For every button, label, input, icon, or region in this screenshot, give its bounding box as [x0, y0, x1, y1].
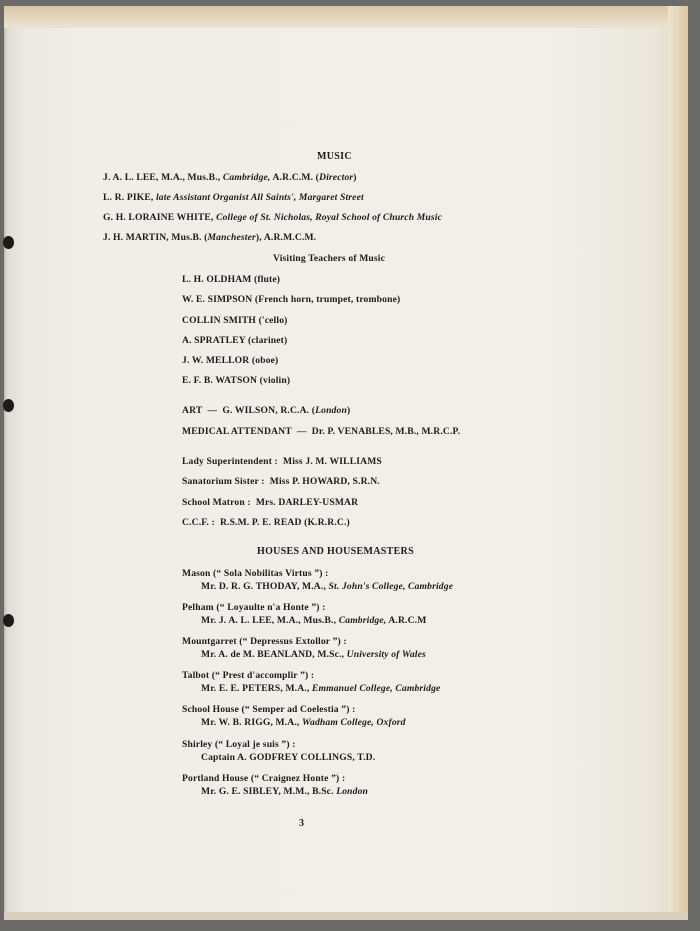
page-bottom-edge: [4, 912, 688, 920]
house-master: Mr. W. B. RIGG, M.A., Wadham College, Oxford: [201, 717, 406, 728]
house-name: Talbot (“ Prest d'accomplir ”) :: [182, 670, 315, 681]
medical-line: MEDICAL ATTENDANT — Dr. P. VENABLES, M.B., M.R.C.P.: [182, 426, 461, 437]
house-name: Shirley (“ Loyal je suis ”) :: [182, 739, 296, 750]
house-name: School House (“ Semper ad Coelestia ”) :: [182, 704, 356, 715]
teacher-line: COLLIN SMITH ('cello): [182, 315, 288, 326]
music-heading: MUSIC: [317, 151, 352, 162]
house-name: Mountgarret (“ Depressus Extollor ”) :: [182, 636, 347, 647]
art-line: ART — G. WILSON, R.C.A. (London): [182, 405, 351, 416]
binding-hole: [3, 236, 14, 249]
teacher-line: W. E. SIMPSON (French horn, trumpet, trombone): [182, 294, 401, 305]
binding-hole: [3, 614, 14, 627]
teacher-line: L. H. OLDHAM (flute): [182, 274, 281, 285]
music-staff-line: J. H. MARTIN, Mus.B. (Manchester), A.R.M.C.M.: [103, 232, 317, 243]
house-master: Mr. E. E. PETERS, M.A., Emmanuel College, Cambridge: [201, 683, 441, 694]
binding-hole: [3, 399, 14, 412]
house-master: Captain A. GODFREY COLLINGS, T.D.: [201, 752, 376, 763]
music-staff-line: J. A. L. LEE, M.A., Mus.B., Cambridge, A.R.C.M. (Director): [103, 172, 357, 183]
houses-heading: HOUSES AND HOUSEMASTERS: [257, 546, 414, 557]
house-name: Pelham (“ Loyaulte n'a Honte ”) :: [182, 602, 326, 613]
page-number: 3: [299, 818, 305, 829]
teacher-line: J. W. MELLOR (oboe): [182, 355, 279, 366]
page-right-edge: [668, 6, 688, 920]
visiting-heading: Visiting Teachers of Music: [273, 253, 386, 264]
page-top-edge: [4, 6, 688, 28]
teacher-line: A. SPRATLEY (clarinet): [182, 335, 288, 346]
staff-line: Lady Superintendent : Miss J. M. WILLIAMS: [182, 456, 382, 467]
music-staff-line: L. R. PIKE, late Assistant Organist All Saints', Margaret Street: [103, 192, 364, 203]
music-staff-line: G. H. LORAINE WHITE, College of St. Nicholas, Royal School of Church Music: [103, 212, 443, 223]
house-name: Mason (“ Sola Nobilitas Virtus ”) :: [182, 568, 329, 579]
house-master: Mr. D. R. G. THODAY, M.A., St. John's College, Cambridge: [201, 581, 454, 592]
staff-line: School Matron : Mrs. DARLEY-USMAR: [182, 497, 359, 508]
staff-line: C.C.F. : R.S.M. P. E. READ (K.R.R.C.): [182, 517, 350, 528]
house-name: Portland House (“ Craignez Honte ”) :: [182, 773, 346, 784]
house-master: Mr. J. A. L. LEE, M.A., Mus.B., Cambridge, A.R.C.M: [201, 615, 427, 626]
teacher-line: E. F. B. WATSON (violin): [182, 375, 291, 386]
house-master: Mr. G. E. SIBLEY, M.M., B.Sc. London: [201, 786, 369, 797]
staff-line: Sanatorium Sister : Miss P. HOWARD, S.R.N.: [182, 476, 380, 487]
house-master: Mr. A. de M. BEANLAND, M.Sc., University of Wales: [201, 649, 426, 660]
